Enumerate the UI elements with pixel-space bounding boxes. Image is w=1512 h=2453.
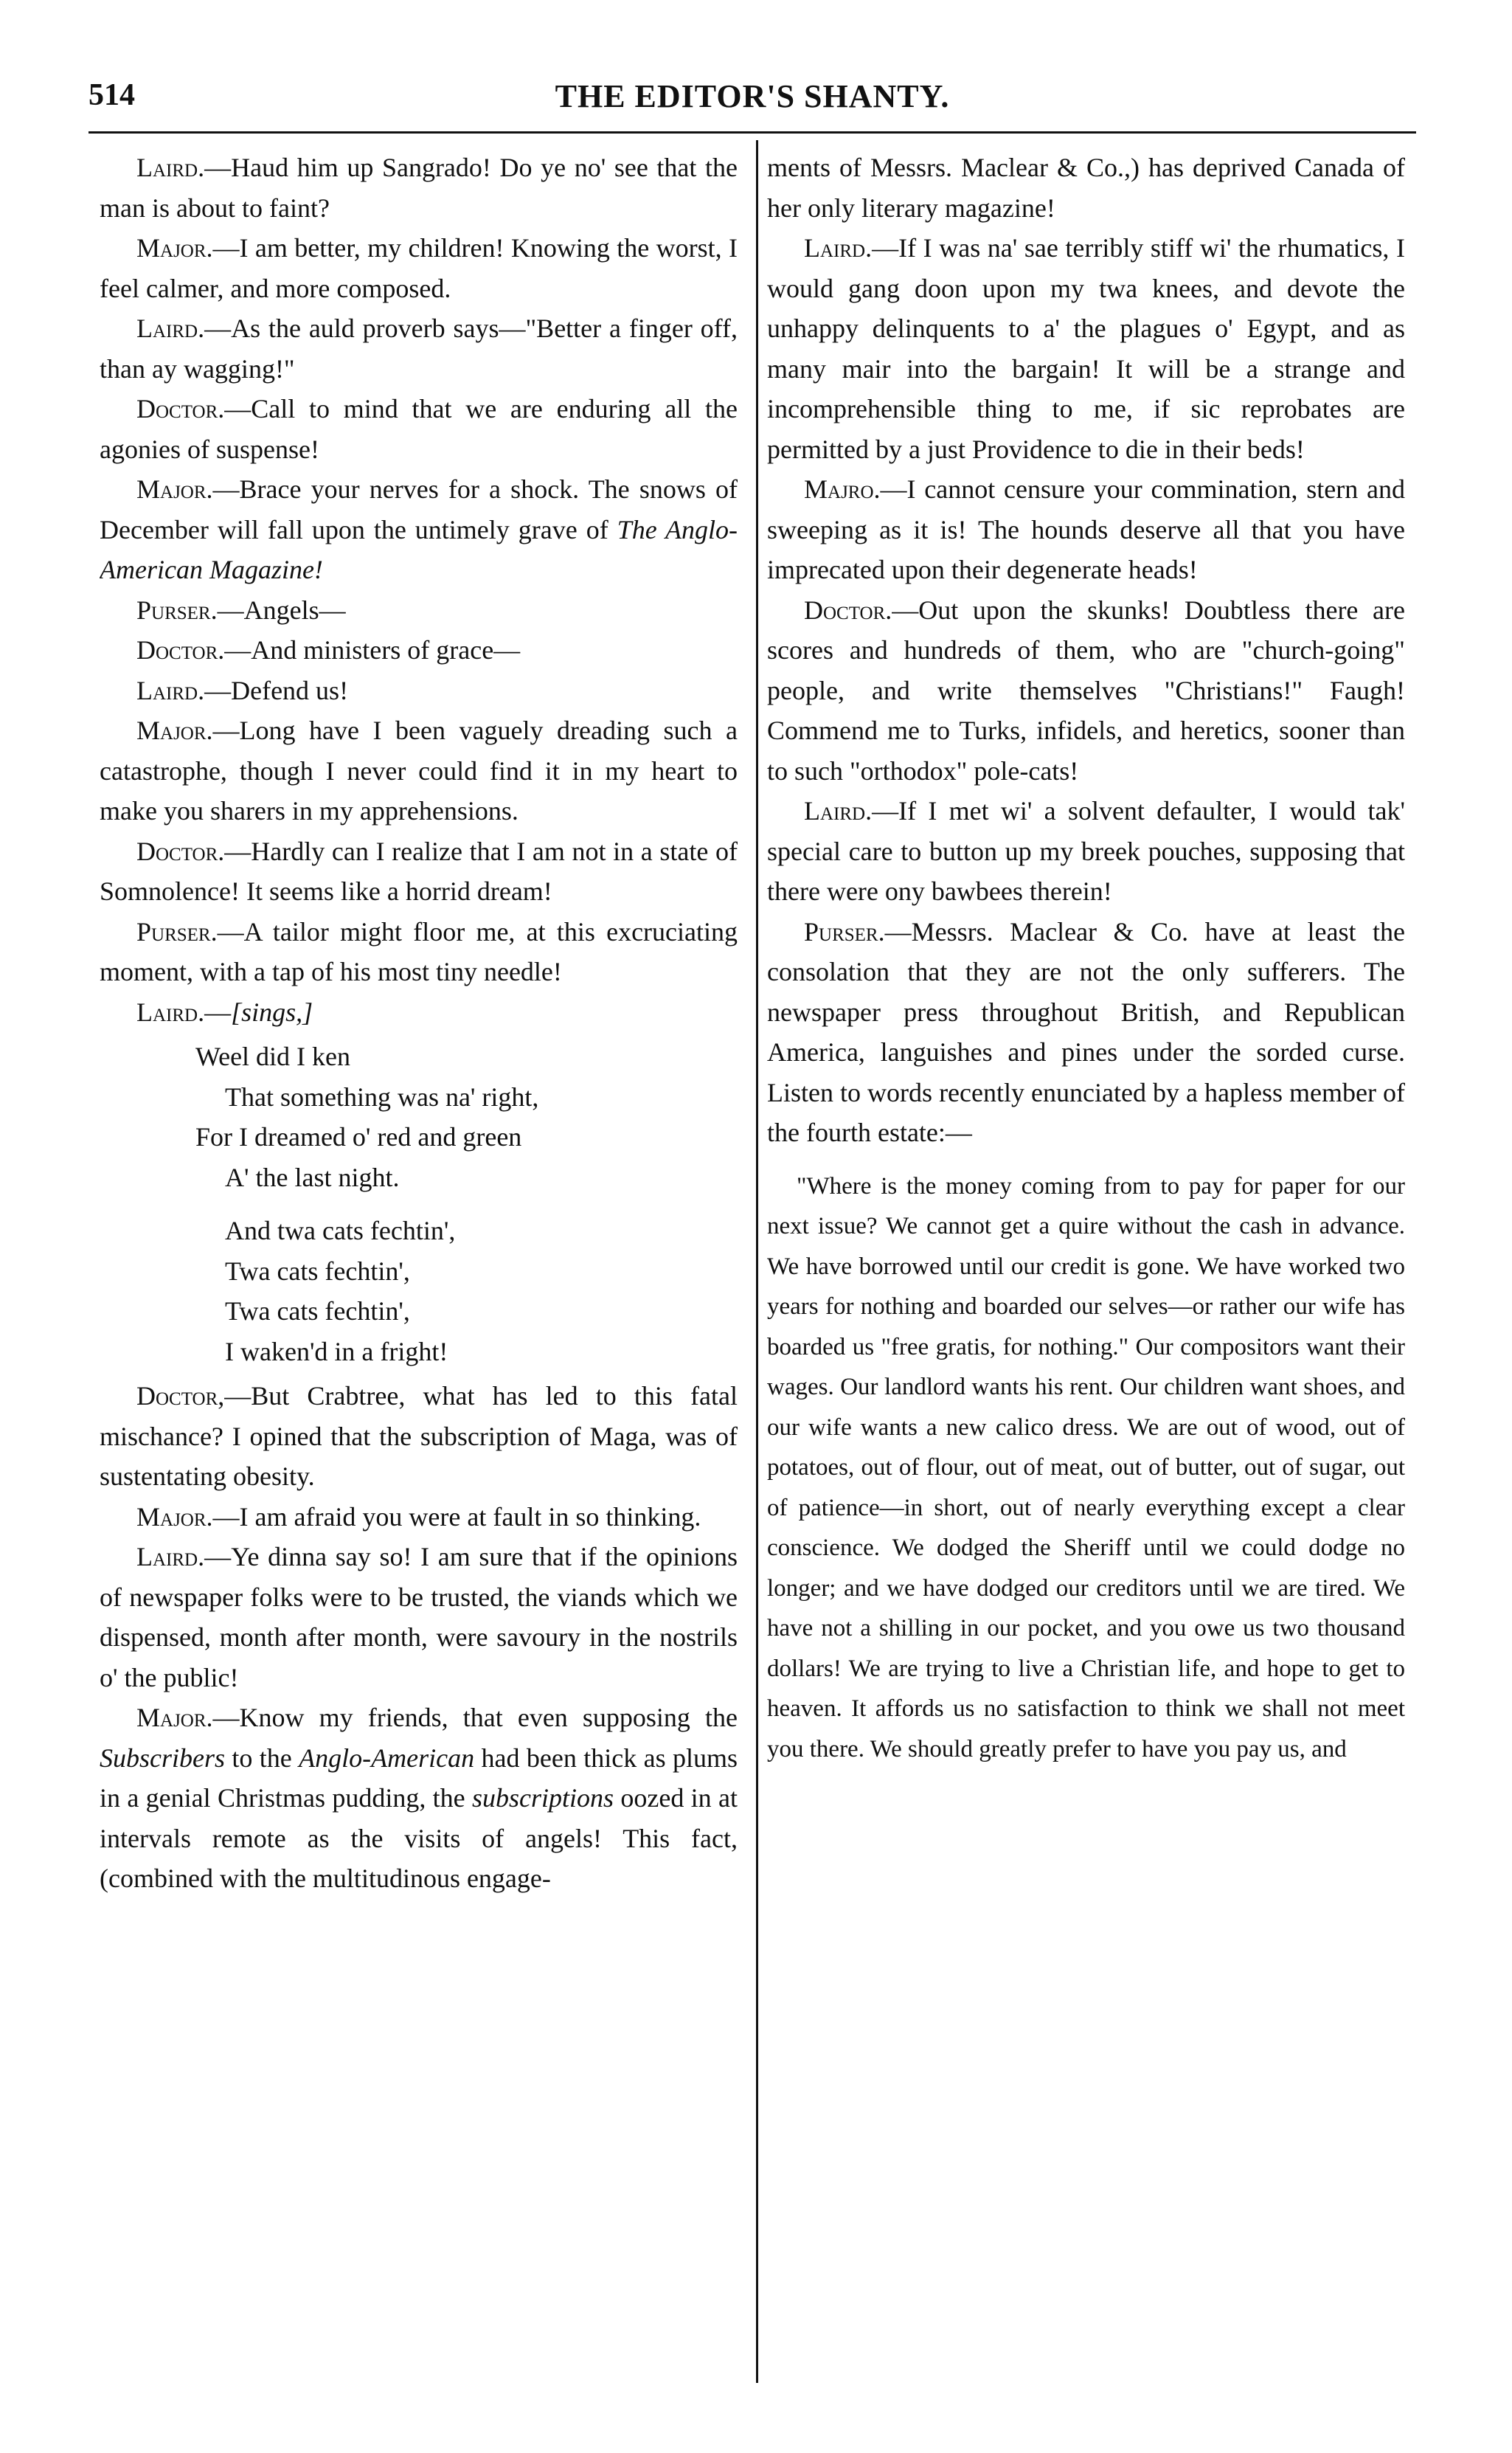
dialogue-text: —If I was na' sae terribly stiff wi' the rhumatics, I would gang doon upon my twa knees, and devote the unhappy delinquents to a' the plagues o' Egypt, and as many mair into the bargain! It will be a strange and incomprehensible thing to me, if sic reprobates are permitted by a just Providence to die in their beds! xyxy=(767,233,1405,464)
paragraph xyxy=(767,469,1405,590)
paragraph xyxy=(100,671,738,711)
running-title: THE EDITOR'S SHANTY. xyxy=(555,78,950,114)
paragraph xyxy=(100,1376,738,1497)
stage-direction: [sings,] xyxy=(231,997,313,1027)
verse-line: And twa cats fechtin', xyxy=(225,1216,456,1245)
speaker-name: Major. xyxy=(136,1703,213,1732)
header-rule xyxy=(89,131,1416,134)
speaker-name: Doctor, xyxy=(136,1381,225,1411)
speaker-name: Doctor. xyxy=(804,595,892,625)
page-number: 514 xyxy=(89,78,135,112)
speaker-name: Laird. xyxy=(804,233,873,263)
dialogue-text: —Defend us! xyxy=(204,675,349,705)
stanza-gap xyxy=(195,1197,738,1211)
verse-line: For I dreamed o' red and green xyxy=(195,1122,522,1152)
verse-line: A' the last night. xyxy=(225,1162,400,1192)
dialogue-text: —Haud him up Sangrado! Do ye no' see that the man is about to faint? xyxy=(100,153,738,223)
speaker-name: Laird. xyxy=(136,997,205,1027)
paragraph xyxy=(767,912,1405,1153)
dialogue-text: —Ye dinna say so! I am sure that if the opinions of newspaper folks were to be trusted, the viands which we dispensed, month after month, were savoury in the nostrils o' the public! xyxy=(100,1542,738,1692)
speaker-name: Doctor. xyxy=(136,836,225,866)
verse-line: That something was na' right, xyxy=(225,1082,539,1112)
speaker-name: Purser. xyxy=(136,916,218,947)
left-column xyxy=(100,148,738,2383)
speaker-name: Majro. xyxy=(804,474,881,504)
paragraph xyxy=(767,148,1405,228)
dialogue-text: —As the auld proverb says—"Better a finger off, than ay wagging!" xyxy=(100,314,738,384)
speaker-name: Major. xyxy=(136,233,213,263)
dialogue-text: oozed in at intervals remote as the visits of angels! This fact, (combined with the multitudinous engage- xyxy=(100,1783,738,1893)
dialogue-text: —Know my friends, that even supposing the xyxy=(212,1703,738,1732)
speaker-name: Laird. xyxy=(804,796,873,826)
right-column xyxy=(767,148,1405,2383)
paragraph xyxy=(767,228,1405,469)
dialogue-text: to the xyxy=(225,1743,299,1773)
speaker-name: Laird. xyxy=(136,1542,205,1571)
column-divider xyxy=(756,140,758,2383)
dialogue-text: —A tailor might floor me, at this excruciating moment, with a tap of his most tiny needle! xyxy=(100,916,738,986)
dialogue-text: —If I met wi' a solvent defaulter, I would tak' special care to button up my breek pouches, supposing that there were ony bawbees therein! xyxy=(767,796,1405,906)
verse-line: Twa cats fechtin', xyxy=(225,1296,410,1326)
paragraph xyxy=(100,1497,738,1537)
italic-text: Anglo-American xyxy=(299,1743,475,1773)
paragraph xyxy=(100,389,738,469)
dialogue-text: —Angels— xyxy=(217,595,346,625)
speaker-name: Major. xyxy=(136,474,213,504)
verse-line: Weel did I ken xyxy=(195,1042,351,1071)
paragraph xyxy=(100,630,738,671)
paragraph xyxy=(100,590,738,631)
dialogue-text: —Brace your nerves for a shock. The snows of December will fall upon the untimely grave of xyxy=(100,474,738,544)
paragraph xyxy=(100,1698,738,1899)
speaker-name: Laird. xyxy=(136,675,205,705)
verse-line: Twa cats fechtin', xyxy=(225,1256,410,1286)
dialogue-text: —Hardly can I realize that I am not in a state of Somnolence! It seems like a horrid dream! xyxy=(100,836,738,906)
speaker-name: Laird. xyxy=(136,314,205,343)
dialogue-text: —I am better, my children! Knowing the worst, I feel calmer, and more composed. xyxy=(100,233,738,303)
speaker-name: Doctor. xyxy=(136,394,225,423)
dialogue-text: —But Crabtree, what has led to this fatal mischance? I opined that the subscription of Maga, was of sustentating obesity. xyxy=(100,1381,738,1491)
paragraph xyxy=(100,228,738,308)
song-verse xyxy=(195,1037,738,1371)
paragraph xyxy=(100,308,738,389)
paragraph xyxy=(767,791,1405,912)
dialogue-text: —And ministers of grace— xyxy=(224,635,521,665)
italic-text: Subscribers xyxy=(100,1743,225,1773)
magazine-title: The Anglo-American Magazine! xyxy=(100,514,738,584)
paragraph xyxy=(100,469,738,590)
speaker-name: Purser. xyxy=(804,916,885,947)
dialogue-text: had been thick as plums in a genial Christmas pudding, the xyxy=(100,1743,738,1813)
paragraph xyxy=(100,831,738,912)
paragraph xyxy=(100,710,738,831)
paragraph xyxy=(100,1537,738,1698)
speaker-name: Laird. xyxy=(136,153,205,182)
dialogue-text: —Long have I been vaguely dreading such a catastrophe, though I never could find it in my heart to make you sharers in my apprehensions. xyxy=(100,716,738,826)
paragraph xyxy=(100,148,738,228)
dialogue-text: — xyxy=(204,997,232,1027)
dialogue-text: ments of Messrs. Maclear & Co.,) has deprived Canada of her only literary magazine! xyxy=(767,153,1405,223)
page-header xyxy=(89,77,1416,122)
italic-text: subscriptions xyxy=(471,1783,614,1813)
dialogue-text: —I cannot censure your commination, stern and sweeping as it is! The hounds deserve all that you have imprecated upon their degenerate heads! xyxy=(767,474,1405,584)
dialogue-text: —Messrs. Maclear & Co. have at least the consolation that they are not the only sufferers. The newspaper press throughout British, and Republican America, languishes and pines under the sorded curse. Listen to words recently enunciated by a hapless member of the fourth estate:— xyxy=(767,916,1405,1147)
verse-line: I waken'd in a fright! xyxy=(225,1336,448,1366)
speaker-name: Major. xyxy=(136,716,213,745)
dialogue-text: —Call to mind that we are enduring all the agonies of suspense! xyxy=(100,394,738,464)
paragraph xyxy=(100,992,738,1033)
paragraph xyxy=(767,590,1405,792)
speaker-name: Doctor. xyxy=(136,635,225,665)
speaker-name: Purser. xyxy=(136,595,218,625)
dialogue-text: —Out upon the skunks! Doubtless there are scores and hundreds of them, who are "church-going" people, and write themselves "Christians!" Faugh! Commend me to Turks, infidels, and heretics, sooner than to such "orthodox" pole-cats! xyxy=(767,595,1405,786)
paragraph xyxy=(100,912,738,992)
quote-text: "Where is the money coming from to pay for paper for our next issue? We cannot get a quire without the cash in advance. We have borrowed until our credit is gone. We have worked two years for nothing and boarded our selves—or rather our wife has boarded us "free gratis, for nothing." Our compositors want their wages. Our landlord wants his rent. Our children want shoes, and our wife wants a new calico dress. We are out of wood, out of potatoes, out of flour, out of meat, out of butter, out of sugar, out of patience—in short, out of nearly everything except a clear conscience. We dodged the Sheriff until we could dodge no longer; and we have dodged our creditors until we are tired. We have not a shilling in our pocket, and you owe us two thousand dollars! We are trying to live a Christian life, and hope to get to heaven. It affords us no satisfaction to think we shall not meet you there. We should greatly prefer to have you pay us, and xyxy=(767,1172,1405,1762)
quoted-passage xyxy=(767,1166,1405,1770)
speaker-name: Major. xyxy=(136,1501,213,1532)
dialogue-text: —I am afraid you were at fault in so thinking. xyxy=(212,1501,701,1532)
